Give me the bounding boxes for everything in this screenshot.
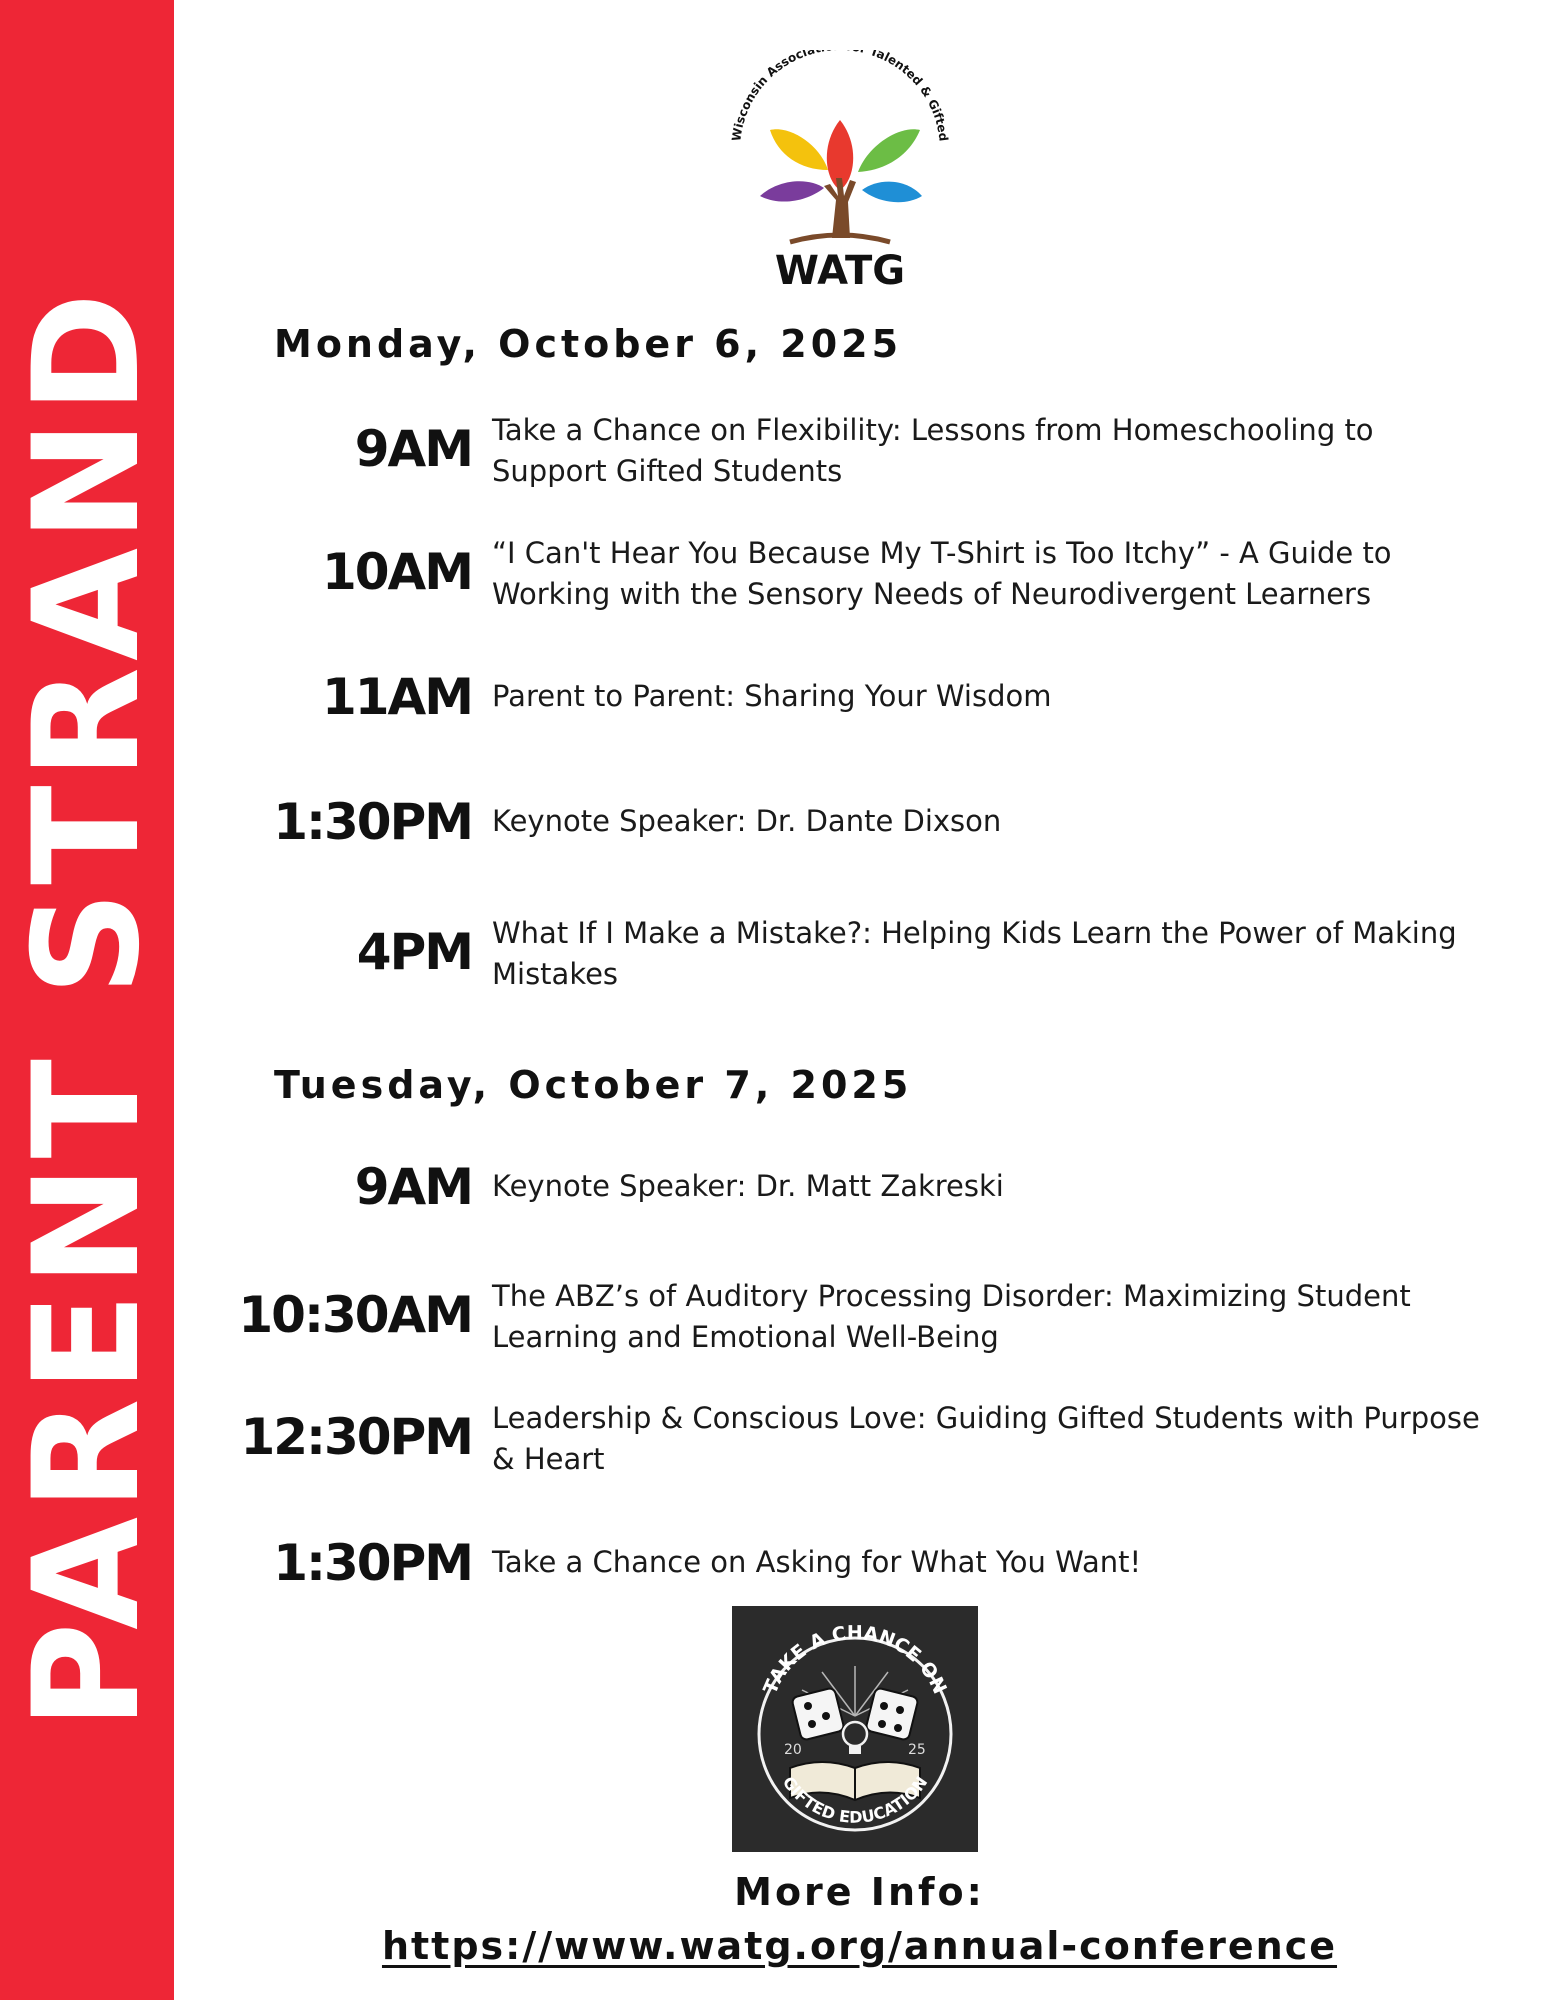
- session-title: Keynote Speaker: Dr. Dante Dixson: [492, 804, 1002, 838]
- session-title: Leadership & Conscious Love: Guiding Gifted Students with Purpose & Heart: [492, 1401, 1480, 1476]
- session-row: [180, 410, 1510, 500]
- dice-book-icon: [732, 1606, 978, 1852]
- badge-bottom-text: GIFTED EDUCATION: [778, 1772, 932, 1827]
- session-title: What If I Make a Mistake?: Helping Kids Learn the Power of Making Mistakes: [492, 916, 1457, 991]
- session-title: Keynote Speaker: Dr. Matt Zakreski: [492, 1169, 1004, 1203]
- session-time: 9AM: [354, 1158, 472, 1216]
- watg-logo: [720, 50, 960, 305]
- watg-tree-icon: [720, 50, 960, 250]
- session-row: [180, 1398, 1510, 1488]
- badge-top-text: TAKE A CHANCE ON: [759, 1621, 951, 1698]
- sidebar-title: PARENT STRAND: [2, 286, 172, 1730]
- session-row: [180, 913, 1510, 1003]
- session-row: [180, 1158, 1510, 1256]
- sidebar-band: [0, 0, 174, 2000]
- session-time: 9AM: [354, 420, 472, 478]
- session-row: [180, 793, 1510, 891]
- session-time: 4PM: [356, 923, 472, 981]
- session-time: 1:30PM: [273, 793, 472, 851]
- badge-year-left: 20: [784, 1742, 802, 1758]
- session-title: Take a Chance on Asking for What You Want!: [492, 1545, 1142, 1579]
- session-row: [180, 533, 1510, 623]
- session-time: 12:30PM: [240, 1408, 472, 1466]
- day-heading-monday: Monday, October 6, 2025: [274, 322, 903, 366]
- session-time: 11AM: [321, 668, 472, 726]
- day-heading-tuesday: Tuesday, October 7, 2025: [274, 1063, 913, 1107]
- logo-wordmark: WATG: [774, 248, 906, 294]
- badge-year-right: 25: [908, 1742, 926, 1758]
- logo-arc-text: Wisconsin Associa Talented & Gifted: [729, 50, 951, 143]
- session-title: Take a Chance on Flexibility: Lessons from Homeschooling to Support Gifted Students: [492, 413, 1374, 488]
- session-title: The ABZ’s of Auditory Processing Disorder: Maximizing Student Learning and Emotional Well-Being: [492, 1279, 1411, 1354]
- session-time: 10:30AM: [238, 1286, 472, 1344]
- session-row: [180, 1276, 1510, 1366]
- more-info-label: More Info:: [734, 1870, 985, 1914]
- conference-link[interactable]: https://www.watg.org/annual-conference: [381, 1924, 1338, 1968]
- session-title: “I Can't Hear You Because My T-Shirt is Too Itchy” - A Guide to Working with the Sensory Needs of Neurodivergent Learners: [492, 536, 1392, 611]
- session-title: Parent to Parent: Sharing Your Wisdom: [492, 679, 1052, 713]
- session-time: 10AM: [321, 543, 472, 601]
- session-row: [180, 668, 1510, 766]
- session-time: 1:30PM: [273, 1534, 472, 1592]
- take-a-chance-badge: [732, 1606, 978, 1852]
